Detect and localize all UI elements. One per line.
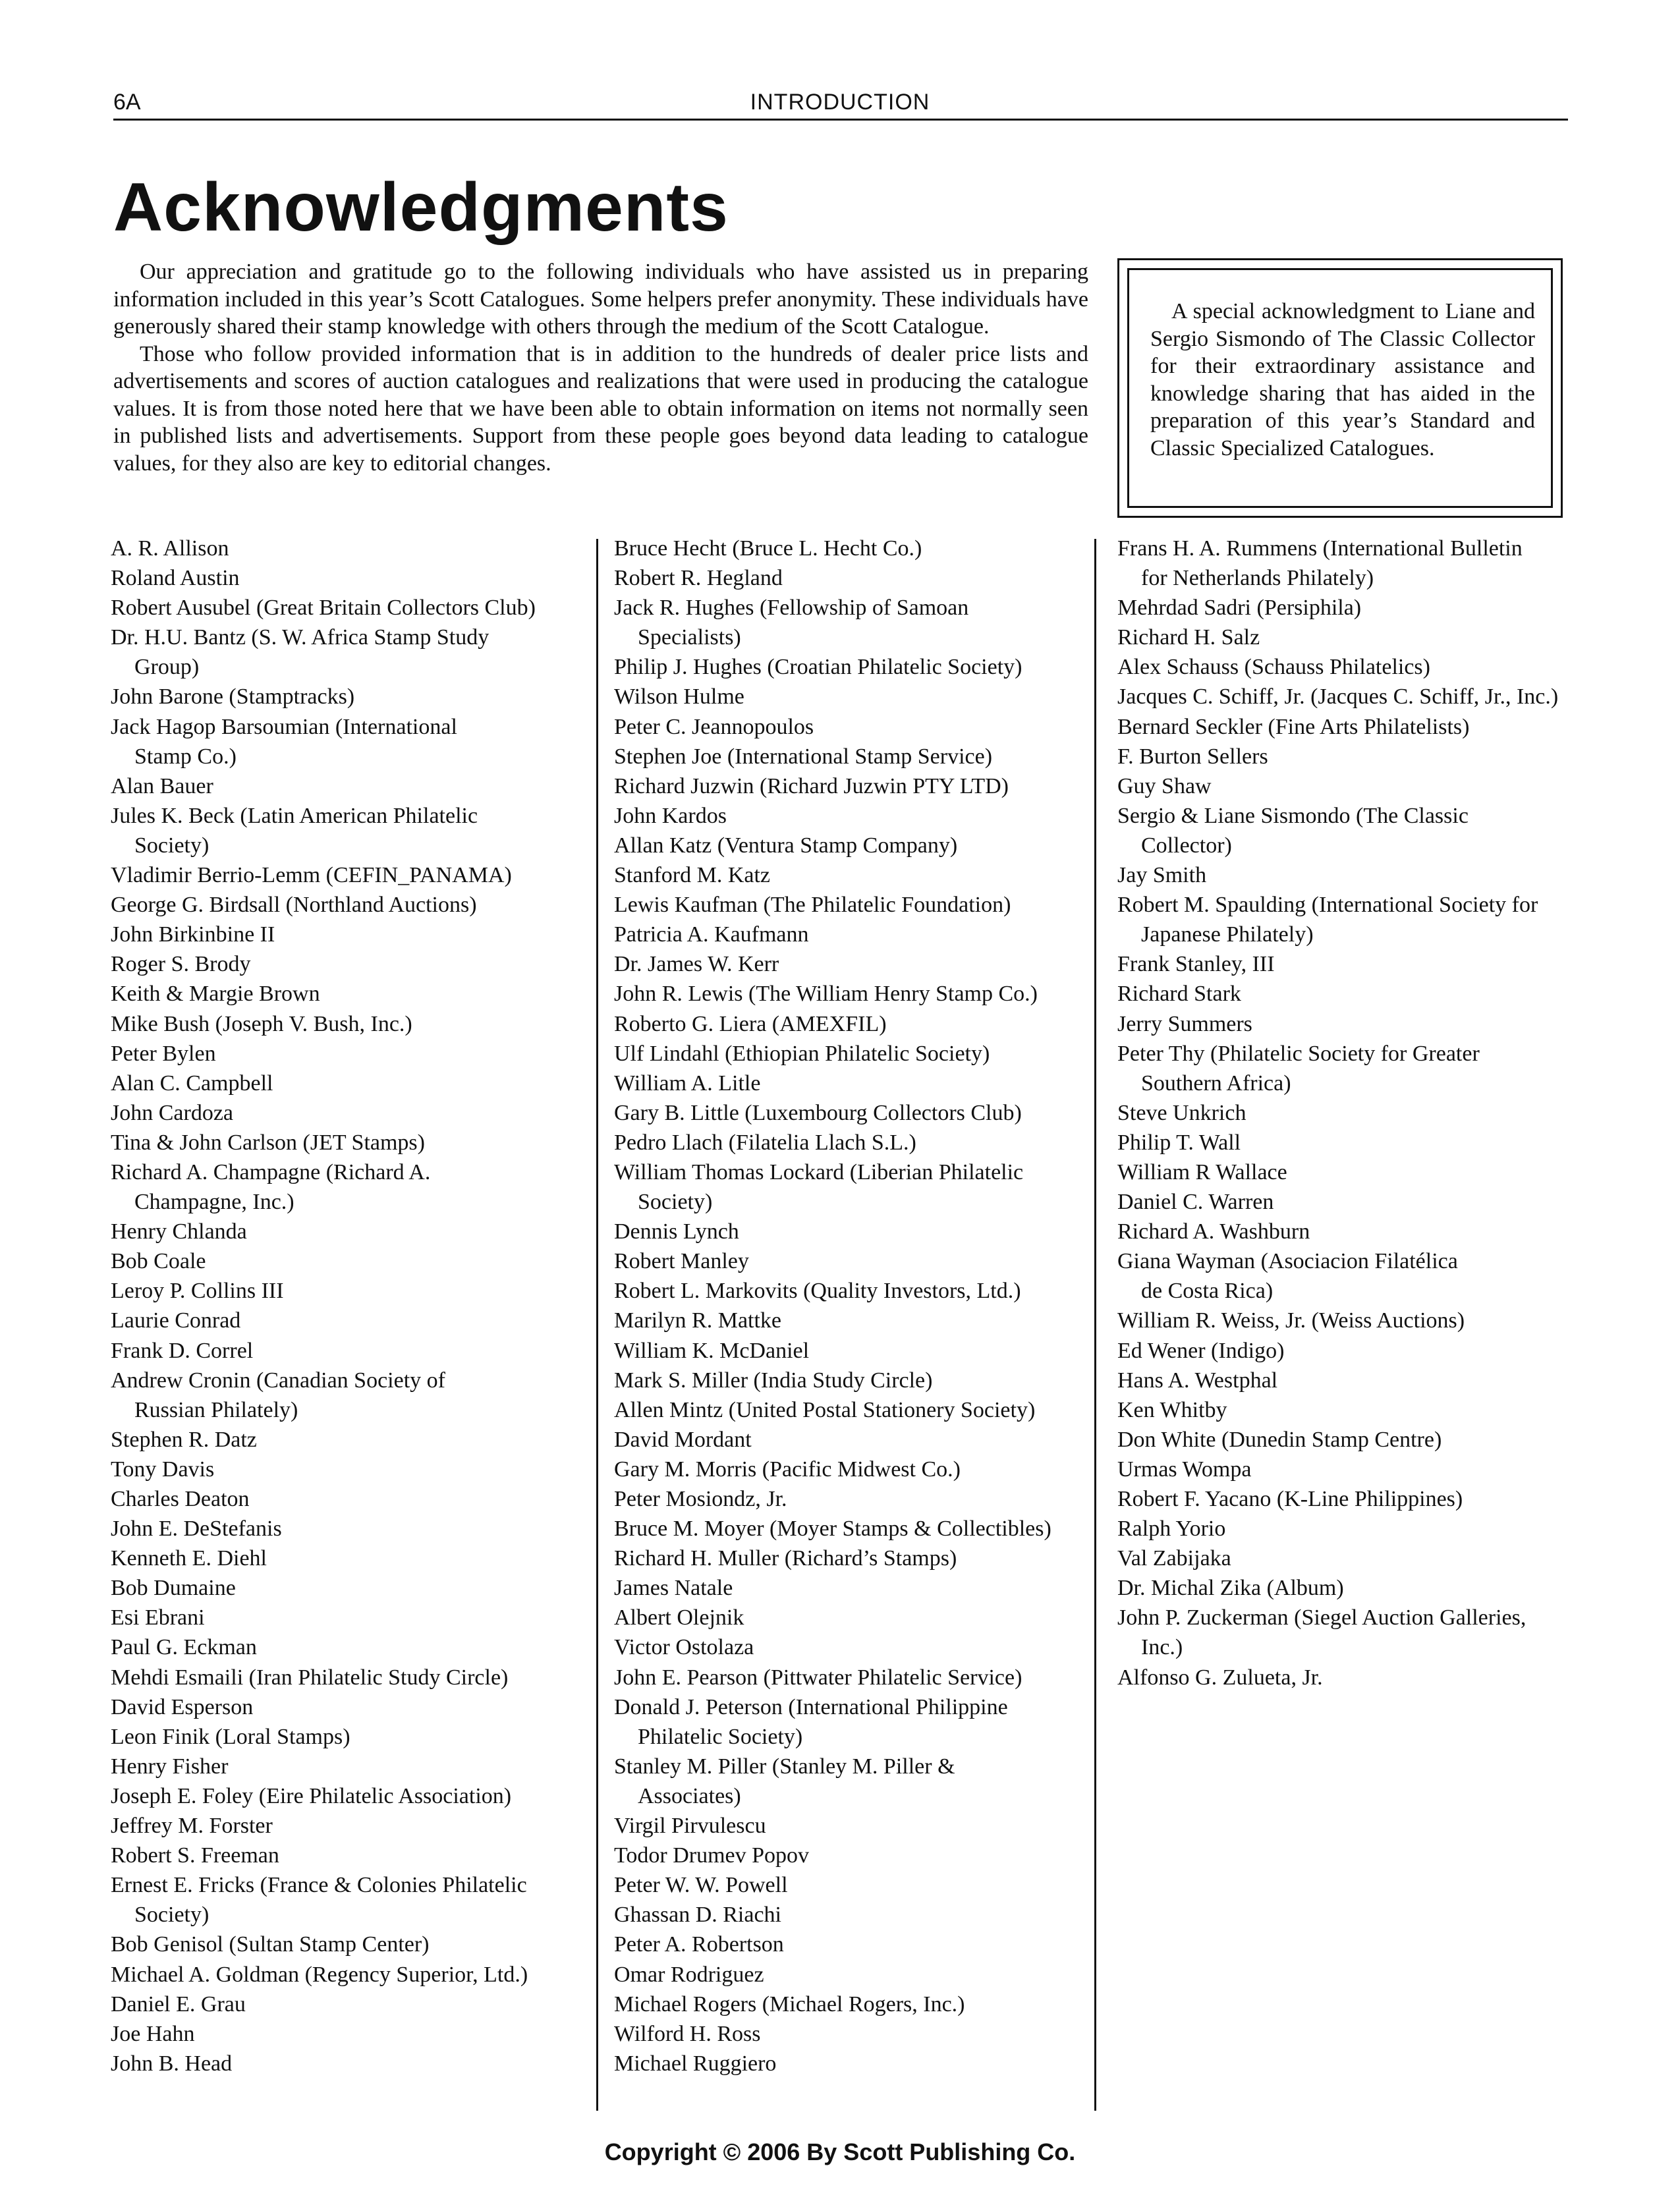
acknowledged-name: Robert M. Spaulding (International Society for Japanese Philately): [1117, 893, 1538, 947]
acknowledged-name: Robert L. Markovits (Quality Investors, Ltd.): [614, 1279, 1021, 1304]
names-column-1: [111, 534, 605, 2078]
acknowledged-name: Jerry Summers: [1117, 1011, 1252, 1036]
acknowledged-name: Dr. Michal Zika (Album): [1117, 1576, 1344, 1601]
acknowledged-name: Peter Thy (Philatelic Society for Greater Southern Africa): [1117, 1041, 1480, 1096]
acknowledged-name: John Kardos: [614, 803, 727, 828]
acknowledged-name: Jack Hagop Barsoumian (International Stamp Co.): [111, 714, 457, 769]
acknowledged-name: Robert S. Freeman: [111, 1843, 279, 1868]
acknowledged-name: Ed Wener (Indigo): [1117, 1338, 1285, 1363]
acknowledged-name: Todor Drumev Popov: [614, 1843, 810, 1868]
acknowledged-name: Joe Hahn: [111, 2021, 195, 2046]
acknowledged-name: Marilyn R. Mattke: [614, 1308, 782, 1333]
acknowledged-name: Robert R. Hegland: [614, 566, 783, 591]
page-title: Acknowledgments: [113, 169, 729, 246]
acknowledged-name: Mehrdad Sadri (Persiphila): [1117, 596, 1362, 621]
acknowledged-name: Roberto G. Liera (AMEXFIL): [614, 1011, 887, 1036]
header-rule: [113, 119, 1568, 121]
acknowledged-name: Daniel C. Warren: [1117, 1190, 1274, 1215]
acknowledged-name: Omar Rodriguez: [614, 1962, 764, 1987]
acknowledged-name: John E. DeStefanis: [111, 1517, 282, 1542]
acknowledged-name: William R. Weiss, Jr. (Weiss Auctions): [1117, 1308, 1465, 1333]
acknowledged-name: Allen Mintz (United Postal Stationery Society): [614, 1397, 1036, 1422]
acknowledged-name: Gary M. Morris (Pacific Midwest Co.): [614, 1457, 961, 1482]
acknowledged-name: Urmas Wompa: [1117, 1457, 1252, 1482]
acknowledged-name: Henry Fisher: [111, 1754, 229, 1779]
acknowledged-name: Frans H. A. Rummens (International Bulletin for Netherlands Philately): [1117, 536, 1523, 591]
acknowledged-name: Stanford M. Katz: [614, 863, 771, 888]
acknowledged-name: David Esperson: [111, 1694, 254, 1719]
acknowledged-name: Mike Bush (Joseph V. Bush, Inc.): [111, 1011, 412, 1036]
acknowledged-name: William K. McDaniel: [614, 1338, 810, 1363]
acknowledged-name: Ghassan D. Riachi: [614, 1903, 782, 1928]
acknowledged-name: David Mordant: [614, 1427, 752, 1452]
acknowledged-name: Robert Manley: [614, 1249, 749, 1274]
acknowledged-name: Joseph E. Foley (Eire Philatelic Association): [111, 1783, 512, 1808]
acknowledged-name: Roger S. Brody: [111, 952, 251, 977]
acknowledged-name: Alex Schauss (Schauss Philatelics): [1117, 655, 1430, 680]
acknowledged-name: Vladimir Berrio-Lemm (CEFIN_PANAMA): [111, 863, 512, 888]
acknowledged-name: Charles Deaton: [111, 1487, 250, 1511]
acknowledged-name: Victor Ostolaza: [614, 1635, 754, 1660]
acknowledged-name: Robert Ausubel (Great Britain Collectors Club): [111, 596, 536, 621]
acknowledged-name: Peter Bylen: [111, 1041, 216, 1066]
acknowledged-name: Peter W. W. Powell: [614, 1873, 788, 1898]
acknowledged-name: William A. Litle: [614, 1071, 761, 1096]
acknowledged-name: Richard Juzwin (Richard Juzwin PTY LTD): [614, 773, 1009, 798]
acknowledged-name: Philip T. Wall: [1117, 1130, 1241, 1155]
acknowledged-name: George G. Birdsall (Northland Auctions): [111, 893, 477, 918]
acknowledged-name: Peter C. Jeannopoulos: [614, 714, 814, 739]
acknowledged-name: Ernest E. Fricks (France & Colonies Philatelic Society): [111, 1873, 527, 1928]
copyright-footer: Copyright © 2006 By Scott Publishing Co.: [604, 2138, 1076, 2165]
acknowledged-name: Richard A. Champagne (Richard A. Champagne, Inc.): [111, 1159, 431, 1215]
special-acknowledgment-text: A special acknowledgment to Liane and Sergio Sismondo of The Classic Collector for their extraordinary assistance and knowledge sharing that has aided in the preparation of this year’s Standard and Classic Specialized Catalogues.: [1150, 299, 1535, 460]
page-number: 6A: [113, 90, 141, 115]
acknowledged-name: William R Wallace: [1117, 1159, 1287, 1184]
acknowledged-name: Leroy P. Collins III: [111, 1279, 284, 1304]
acknowledged-name: John P. Zuckerman (Siegel Auction Galleries, Inc.): [1117, 1605, 1526, 1660]
acknowledged-name: Don White (Dunedin Stamp Centre): [1117, 1427, 1442, 1452]
acknowledged-name: Frank D. Correl: [111, 1338, 254, 1363]
acknowledged-name: Michael A. Goldman (Regency Superior, Ltd.): [111, 1962, 528, 1987]
acknowledged-name: Jeffrey M. Forster: [111, 1814, 273, 1839]
acknowledged-name: Allan Katz (Ventura Stamp Company): [614, 833, 958, 858]
acknowledged-name: Laurie Conrad: [111, 1308, 241, 1333]
acknowledged-name: Steve Unkrich: [1117, 1100, 1246, 1125]
intro-text: [113, 258, 1088, 477]
acknowledged-name: Richard H. Muller (Richard’s Stamps): [614, 1546, 957, 1571]
acknowledged-name: Donald J. Peterson (International Philippine Philatelic Society): [614, 1694, 1008, 1749]
acknowledged-name: William Thomas Lockard (Liberian Philatelic Society): [614, 1159, 1024, 1215]
acknowledged-name: Ken Whitby: [1117, 1397, 1227, 1422]
acknowledged-name: Ralph Yorio: [1117, 1517, 1226, 1542]
acknowledged-name: Paul G. Eckman: [111, 1635, 257, 1660]
acknowledged-name: Bob Genisol (Sultan Stamp Center): [111, 1932, 430, 1957]
acknowledged-name: Daniel E. Grau: [111, 1991, 246, 2017]
acknowledged-name: Peter A. Robertson: [614, 1932, 784, 1957]
acknowledged-name: Robert F. Yacano (K-Line Philippines): [1117, 1487, 1463, 1511]
acknowledged-name: Bruce M. Moyer (Moyer Stamps & Collectibles): [614, 1517, 1051, 1542]
acknowledged-name: Andrew Cronin (Canadian Society of Russian Philately): [111, 1368, 445, 1422]
acknowledged-name: Richard Stark: [1117, 982, 1241, 1007]
acknowledged-name: Bob Dumaine: [111, 1576, 236, 1601]
column-divider-1: [596, 539, 598, 2111]
acknowledged-name: James Natale: [614, 1576, 733, 1601]
acknowledged-name: Leon Finik (Loral Stamps): [111, 1724, 350, 1749]
acknowledged-name: John R. Lewis (The William Henry Stamp Co.): [614, 982, 1038, 1007]
acknowledged-name: Gary B. Little (Luxembourg Collectors Club): [614, 1100, 1022, 1125]
acknowledged-name: Kenneth E. Diehl: [111, 1546, 267, 1571]
section-header: INTRODUCTION: [750, 90, 930, 115]
acknowledged-name: F. Burton Sellers: [1117, 744, 1268, 769]
acknowledged-name: Stephen R. Datz: [111, 1427, 257, 1452]
acknowledged-name: A. R. Allison: [111, 536, 229, 561]
acknowledged-name: John E. Pearson (Pittwater Philatelic Service): [614, 1665, 1022, 1690]
acknowledged-name: Patricia A. Kaufmann: [614, 922, 809, 947]
acknowledged-name: Ulf Lindahl (Ethiopian Philatelic Society): [614, 1041, 990, 1066]
acknowledged-name: Giana Wayman (Asociacion Filatélica de Costa Rica): [1117, 1249, 1458, 1304]
acknowledged-name: Wilford H. Ross: [614, 2021, 761, 2046]
special-acknowledgment-inner: [1127, 268, 1553, 508]
acknowledged-name: Roland Austin: [111, 566, 240, 591]
acknowledged-name: Guy Shaw: [1117, 773, 1212, 798]
acknowledged-name: Dr. H.U. Bantz (S. W. Africa Stamp Study Group): [111, 625, 490, 680]
acknowledged-name: Alfonso G. Zulueta, Jr.: [1117, 1665, 1323, 1690]
acknowledged-name: Michael Rogers (Michael Rogers, Inc.): [614, 1991, 965, 2017]
acknowledged-name: Richard A. Washburn: [1117, 1219, 1310, 1244]
special-acknowledgment-box: [1117, 258, 1563, 518]
acknowledged-name: Tony Davis: [111, 1457, 215, 1482]
acknowledged-name: Alan Bauer: [111, 773, 213, 798]
acknowledged-name: Jack R. Hughes (Fellowship of Samoan Specialists): [614, 596, 969, 650]
acknowledged-name: Albert Olejnik: [614, 1605, 744, 1630]
acknowledged-name: John Barone (Stamptracks): [111, 684, 355, 710]
acknowledged-name: Hans A. Westphal: [1117, 1368, 1278, 1393]
acknowledged-name: Jacques C. Schiff, Jr. (Jacques C. Schiff, Jr., Inc.): [1117, 684, 1559, 710]
acknowledged-name: Val Zabijaka: [1117, 1546, 1231, 1571]
acknowledged-name: John B. Head: [111, 2051, 233, 2076]
acknowledged-name: Stanley M. Piller (Stanley M. Piller & Associates): [614, 1754, 955, 1808]
intro-paragraph-1: Our appreciation and gratitude go to the following individuals who have assisted us in preparing information included in this year’s Scott Catalogues. Some helpers prefer anonymity. These individuals have generously shared their stamp knowledge with others through the medium of the Scott Catalogue.: [113, 260, 1088, 339]
acknowledged-name: Esi Ebrani: [111, 1605, 205, 1630]
acknowledged-name: Dennis Lynch: [614, 1219, 739, 1244]
acknowledged-name: Alan C. Campbell: [111, 1071, 273, 1096]
acknowledged-name: Philip J. Hughes (Croatian Philatelic Society): [614, 655, 1022, 680]
intro-paragraph-2: Those who follow provided information that is in addition to the hundreds of dealer price lists and advertisements and scores of auction catalogues and realizations that were used in producing the catalogue values. It is from those noted here that we have been able to obtain information on items not normally seen in published lists and advertisements. Support from these people goes beyond data leading to catalogue values, for they also are key to editorial changes.: [113, 341, 1088, 476]
acknowledged-name: Virgil Pirvulescu: [614, 1814, 766, 1839]
acknowledged-name: Henry Chlanda: [111, 1219, 247, 1244]
acknowledged-name: Lewis Kaufman (The Philatelic Foundation): [614, 893, 1011, 918]
acknowledged-name: Bob Coale: [111, 1249, 206, 1274]
acknowledged-name: Michael Ruggiero: [614, 2051, 777, 2076]
acknowledged-name: Stephen Joe (International Stamp Service): [614, 744, 993, 769]
acknowledged-name: John Birkinbine II: [111, 922, 275, 947]
acknowledged-name: Tina & John Carlson (JET Stamps): [111, 1130, 425, 1155]
acknowledged-name: Wilson Hulme: [614, 684, 744, 710]
acknowledged-name: Pedro Llach (Filatelia Llach S.L.): [614, 1130, 916, 1155]
acknowledged-name: Richard H. Salz: [1117, 625, 1260, 650]
acknowledged-name: Sergio & Liane Sismondo (The Classic Collector): [1117, 803, 1469, 858]
acknowledged-name: Jay Smith: [1117, 863, 1207, 888]
acknowledged-name: Peter Mosiondz, Jr.: [614, 1487, 787, 1511]
names-column-3: [1117, 534, 1611, 1692]
names-column-2: [614, 534, 1108, 2078]
acknowledged-name: Mark S. Miller (India Study Circle): [614, 1368, 933, 1393]
acknowledged-name: Bruce Hecht (Bruce L. Hecht Co.): [614, 536, 922, 561]
acknowledged-name: Dr. James W. Kerr: [614, 952, 779, 977]
acknowledged-name: Bernard Seckler (Fine Arts Philatelists): [1117, 714, 1470, 739]
acknowledged-name: Frank Stanley, III: [1117, 952, 1275, 977]
acknowledged-name: Jules K. Beck (Latin American Philatelic Society): [111, 803, 478, 858]
acknowledged-name: John Cardoza: [111, 1100, 234, 1125]
column-divider-2: [1094, 539, 1096, 2111]
acknowledged-name: Mehdi Esmaili (Iran Philatelic Study Circle): [111, 1665, 509, 1690]
acknowledged-name: Keith & Margie Brown: [111, 982, 320, 1007]
